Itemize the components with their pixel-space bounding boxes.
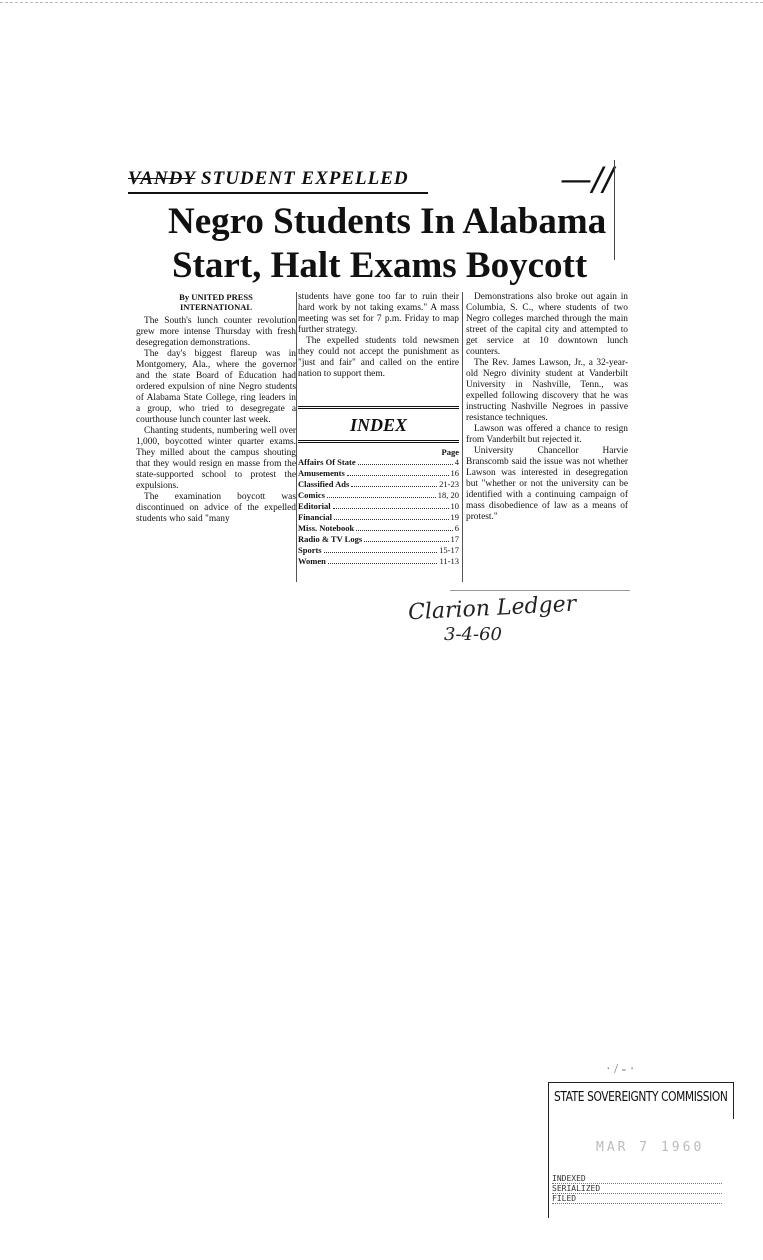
kicker-struck-word: VANDY	[128, 168, 196, 189]
index-leader-dots	[364, 534, 448, 542]
headline-line-2: Start, Halt Exams Boycott	[172, 245, 588, 286]
index-row	[298, 545, 459, 556]
index-title: INDEX	[349, 415, 407, 435]
index-row-name: Radio & TV Logs	[298, 534, 363, 544]
index-leader-dots	[358, 457, 453, 465]
column-divider	[462, 292, 463, 582]
index-row-name: Affairs Of State	[298, 457, 356, 467]
index-leader-dots	[334, 512, 448, 520]
paragraph: Demonstrations also broke out again in Columbia, S. C., where students of two Negro colleges marched through the main street of the capital city and attempted to get service at 10 downtown lunch counters.	[466, 292, 628, 357]
headline	[168, 200, 638, 288]
index-row-name: Women	[298, 556, 326, 566]
index-row-name: Sports	[298, 545, 322, 555]
index-row-name: Editorial	[298, 501, 331, 511]
paragraph: Lawson was offered a chance to resign from Vanderbilt but rejected it.	[466, 424, 628, 445]
index-row-page: 15-17	[439, 545, 459, 555]
index-row-page: 16	[450, 468, 459, 478]
paragraph: University Chancellor Harvie Branscomb said the issue was not whether Lawson was interested in desegregation but "whether or not the university can be identified with a continuing campaign of mass disobedience of law as a means of protest."	[466, 446, 628, 522]
index-row-page: 18, 20	[437, 490, 459, 500]
index-row	[298, 523, 459, 534]
stamp-left-edge	[548, 1118, 549, 1218]
index-row	[298, 534, 459, 545]
index-row-page: 19	[450, 512, 459, 522]
index-row-page: 11-13	[439, 556, 459, 566]
index-row-page: 21-23	[439, 479, 459, 489]
paragraph: The day's biggest flareup was in Montgomery, Ala., where the governor and the state Board of Education had ordered expulsion of nine Negro students of Alabama State College, ring leaders in a group, who tried to desegregate a courthouse lunch counter last week.	[136, 349, 296, 425]
index-row-page: 4	[454, 457, 459, 467]
index-row-name: Miss. Notebook	[298, 523, 355, 533]
byline	[136, 292, 296, 312]
index-row	[298, 490, 459, 501]
index-row	[298, 512, 459, 523]
kicker-label	[128, 168, 409, 190]
kicker-text: STUDENT EXPELLED	[201, 168, 409, 189]
index-leader-dots	[333, 501, 449, 509]
stamp-field-serialized: SERIALIZED	[552, 1184, 722, 1194]
index-rows	[298, 457, 459, 567]
paragraph: The Rev. James Lawson, Jr., a 32-year-old Negro divinity student at Vanderbilt University in Nashville, Tenn., was expelled following discovery that he was instructing Nashville Negroes in passive resistance techniques.	[466, 358, 628, 423]
index-leader-dots	[327, 490, 436, 498]
index-leader-dots	[351, 479, 437, 487]
index-row	[298, 468, 459, 479]
handwritten-source: Clarion Ledger	[407, 591, 577, 626]
top-dotted-border	[0, 2, 763, 3]
index-page-label: Page	[441, 447, 459, 457]
index-leader-dots	[328, 556, 438, 564]
index-row	[298, 556, 459, 567]
paragraph: The examination boycott was discontinued on advice of the expelled students who said "many	[136, 492, 296, 524]
paragraph: Chanting students, numbering well over 1,000, boycotted winter quarter exams. They milled about the campus shouting that they would resign en masse from the state-supported school to protest the expulsions.	[136, 426, 296, 491]
byline-line-2: INTERNATIONAL	[179, 302, 253, 312]
stamp-date: MAR 7 1960	[596, 1140, 705, 1155]
headline-line-1: Negro Students In Alabama	[168, 201, 607, 242]
index-leader-dots	[347, 468, 449, 476]
paragraph: The expelled students told newsmen they could not accept the punishment as "just and fair" and called on the entire nation to support them.	[298, 336, 459, 379]
index-row-name: Financial	[298, 512, 333, 522]
index-row	[298, 479, 459, 490]
index-box	[298, 406, 459, 567]
byline-line-1: By UNITED PRESS	[179, 292, 253, 302]
paragraph: students have gone too far to ruin their hard work by not taking exams." A mass meeting was set for 7 p.m. Friday to map further strategy.	[298, 292, 459, 335]
index-row-name: Amusements	[298, 468, 345, 478]
index-bottom-rule	[298, 440, 459, 443]
article-column-3	[466, 292, 628, 523]
handwritten-date: 3-4-60	[444, 624, 502, 645]
stamp-fields	[552, 1174, 722, 1204]
paragraph: The South's lunch counter revolution grew more intense Thursday with fresh desegregation demonstrations.	[136, 316, 296, 348]
index-row-name: Classified Ads	[298, 479, 350, 489]
article-column-2	[298, 292, 459, 380]
corner-handwritten-mark: —//	[560, 160, 614, 198]
index-row	[298, 457, 459, 468]
column-divider	[296, 292, 297, 582]
stamp-field-filed: FILED	[552, 1194, 722, 1204]
index-leader-dots	[356, 523, 453, 531]
kicker-rule	[128, 192, 428, 194]
index-row	[298, 501, 459, 512]
clipping-bottom-edge	[450, 590, 630, 591]
index-leader-dots	[324, 545, 438, 553]
stamp-field-indexed: INDEXED	[552, 1174, 722, 1184]
stamp-title: STATE SOVEREIGNTY COMMISSION	[554, 1090, 728, 1105]
index-row-page: 6	[454, 523, 459, 533]
commission-stamp	[548, 1082, 732, 1222]
stamp-scribble: · / - ·	[606, 1062, 635, 1077]
index-row-page: 10	[450, 501, 459, 511]
index-row-name: Comics	[298, 490, 325, 500]
index-row-page: 17	[450, 534, 459, 544]
article-column-1	[136, 292, 296, 525]
